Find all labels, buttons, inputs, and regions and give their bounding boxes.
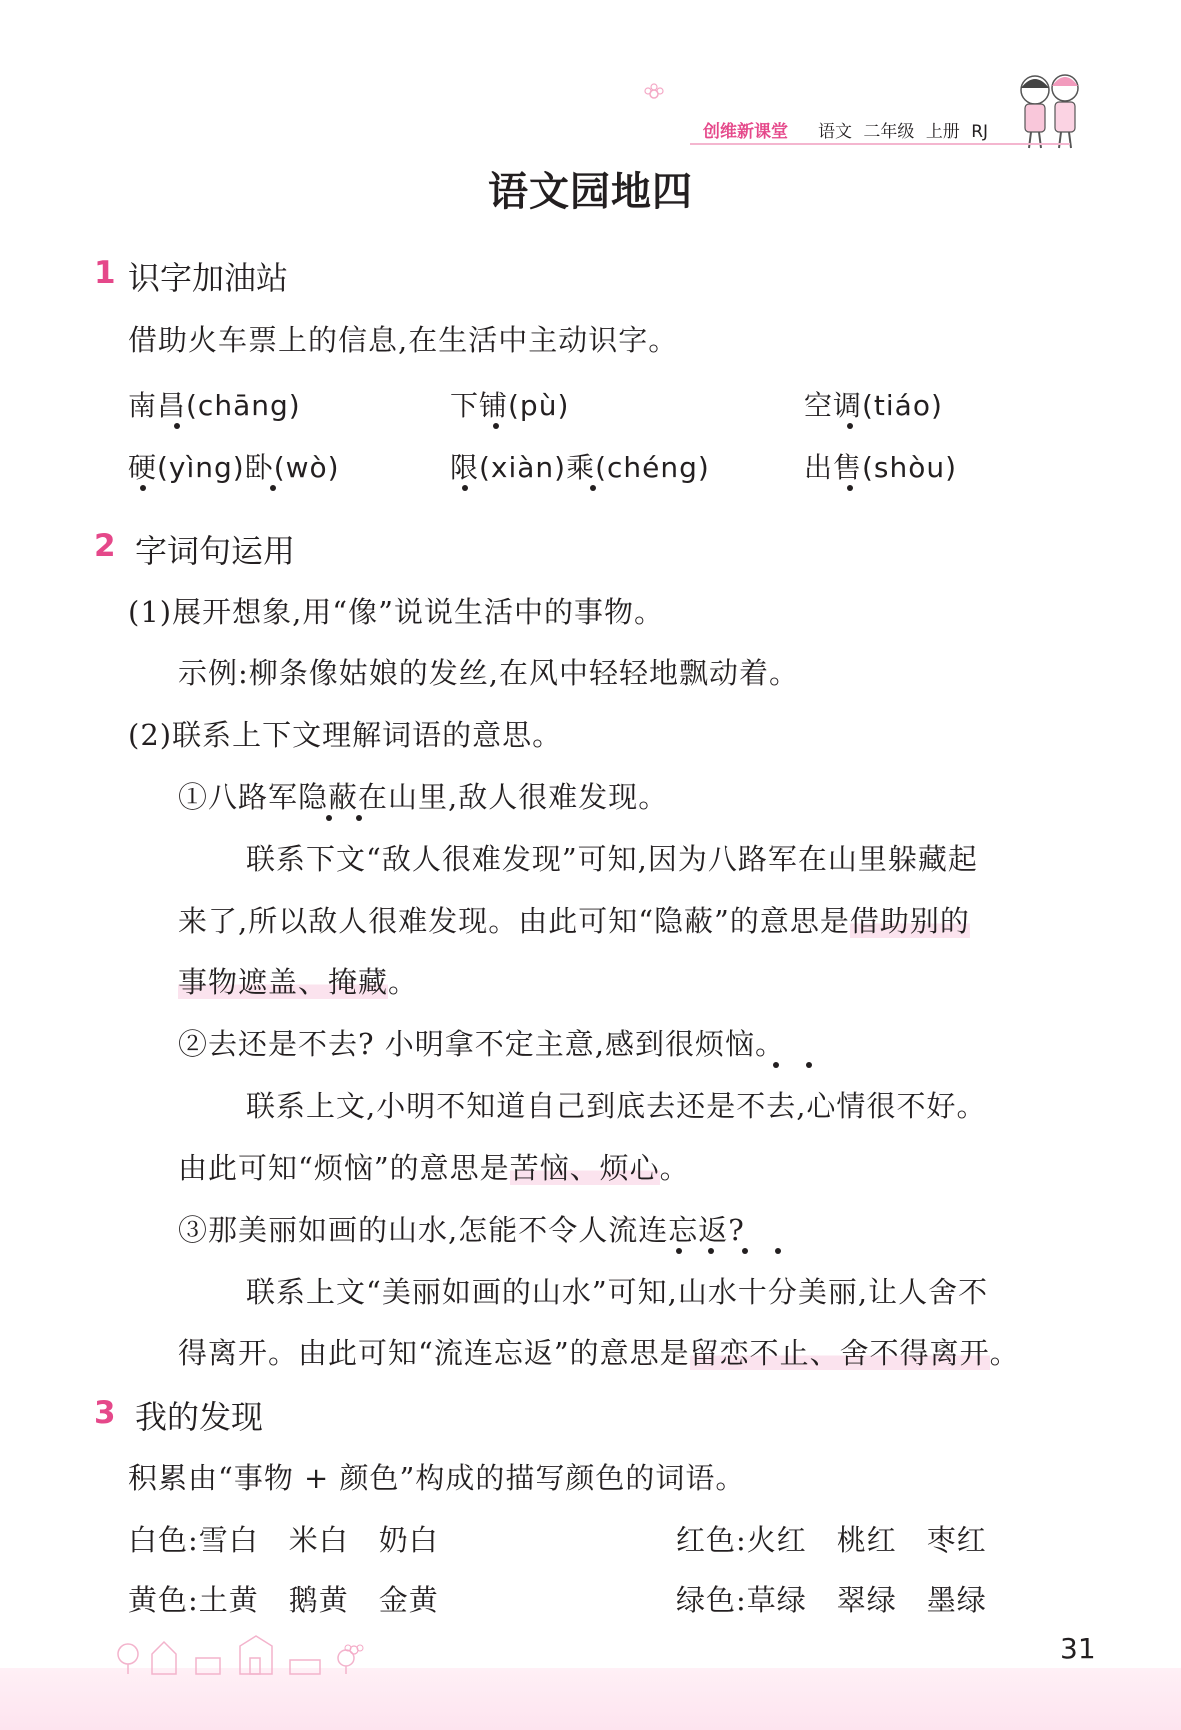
question-1: (1)展开想象,用“像”说说生活中的事物。 [128, 595, 664, 629]
question-2: (2)联系上下文理解词语的意思。 [128, 718, 563, 752]
section-1-title: 识字加油站 [128, 259, 289, 297]
brand-name: 创维新课堂 [703, 122, 788, 142]
answer-highlight: 苦恼、烦心 [509, 1151, 660, 1185]
page-title: 语文园地四 [488, 169, 693, 215]
color-words-yellow: 黄色:土黄 鹅黄 金黄 [128, 1583, 439, 1617]
item-3-sentence: ③那美丽如画的山水,怎能不令人流连忘返? [178, 1213, 745, 1247]
answer-text: 得离开。由此可知“流连忘返”的意思是 [178, 1336, 690, 1370]
question-1-example: 示例:柳条像姑娘的发丝,在风中轻轻地飘动着。 [178, 656, 799, 690]
section-1-intro: 借助火车票上的信息,在生活中主动识字。 [128, 323, 679, 357]
emphasis-dot [140, 485, 146, 491]
word-kongtiao: 空调(tiáo) [804, 389, 943, 422]
answer-highlight: 事物遮盖、掩藏 [178, 965, 389, 999]
page-number: 31 [1060, 1632, 1096, 1665]
emphasis-dot [775, 1248, 781, 1254]
town-illustration-icon [110, 1628, 380, 1676]
emphasis-dot [676, 1248, 682, 1254]
emphasis-dot [356, 815, 362, 821]
term-label: 上册 [925, 122, 960, 142]
answer-highlight: 留恋不止、舍不得离开 [689, 1336, 990, 1370]
word-nanchang: 南昌(chāng) [128, 389, 301, 422]
item-1-answer-line-3 [178, 960, 418, 1001]
section-3-number: 3 [94, 1395, 116, 1431]
word-xiapu: 下铺(pù) [450, 389, 570, 422]
section-3-intro: 积累由“事物 + 颜色”构成的描写颜色的词语。 [128, 1461, 746, 1495]
section-2-number: 2 [94, 528, 116, 564]
emphasis-dot [590, 485, 596, 491]
word-xiancheng: 限(xiàn)乘(chéng) [450, 451, 710, 484]
section-3-title: 我的发现 [135, 1398, 264, 1436]
footer-band [0, 1668, 1181, 1730]
item-1-sentence: ①八路军隐蔽在山里,敌人很难发现。 [178, 780, 669, 814]
emphasis-dot [326, 815, 332, 821]
edition-label: RJ [971, 122, 989, 142]
answer-text: 。 [989, 1336, 1020, 1370]
word-chushou: 出售(shòu) [804, 451, 958, 484]
emphasis-dot [847, 485, 853, 491]
grade-label: 二年级 [863, 122, 915, 142]
answer-text: 来了,所以敌人很难发现。由此可知“隐蔽”的意思是 [178, 904, 850, 938]
answer-text: 。 [388, 965, 419, 999]
section-1-number: 1 [94, 255, 116, 291]
color-words-green: 绿色:草绿 翠绿 墨绿 [676, 1583, 987, 1617]
emphasis-dot [708, 1248, 714, 1254]
word-yingwo: 硬(yìng)卧(wò) [128, 451, 340, 484]
subject-label: 语文 [818, 122, 852, 142]
color-words-red: 红色:火红 桃红 枣红 [676, 1523, 987, 1557]
item-2-sentence: ②去还是不去? 小明拿不定主意,感到很烦恼。 [178, 1027, 785, 1061]
answer-text: 。 [659, 1151, 690, 1185]
item-3-answer-line-1: 联系上文“美丽如画的山水”可知,山水十分美丽,让人舍不 [246, 1275, 989, 1309]
emphasis-dot [742, 1248, 748, 1254]
emphasis-dot [847, 423, 853, 429]
flower-decoration-icon [342, 1640, 366, 1660]
children-illustration-icon [1005, 68, 1095, 152]
answer-highlight: 借助别的 [849, 904, 970, 938]
item-2-answer-line-1: 联系上文,小明不知道自己到底去还是不去,心情很不好。 [246, 1089, 987, 1123]
emphasis-dot [174, 423, 180, 429]
color-words-white: 白色:雪白 米白 奶白 [128, 1523, 439, 1557]
emphasis-dot [773, 1062, 779, 1068]
emphasis-dot [270, 485, 276, 491]
answer-text: 由此可知“烦恼”的意思是 [178, 1151, 510, 1185]
book-info [818, 117, 988, 142]
emphasis-dot [462, 485, 468, 491]
item-1-answer-line-2 [178, 899, 970, 940]
item-1-answer-line-1: 联系下文“敌人很难发现”可知,因为八路军在山里躲藏起 [246, 842, 978, 876]
item-3-answer-line-2 [178, 1331, 1020, 1372]
item-2-answer-line-2 [178, 1146, 690, 1187]
flower-decoration-icon [640, 82, 668, 106]
emphasis-dot [806, 1062, 812, 1068]
section-2-title: 字词句运用 [135, 532, 296, 570]
header-divider [690, 143, 1070, 145]
emphasis-dot [493, 423, 499, 429]
